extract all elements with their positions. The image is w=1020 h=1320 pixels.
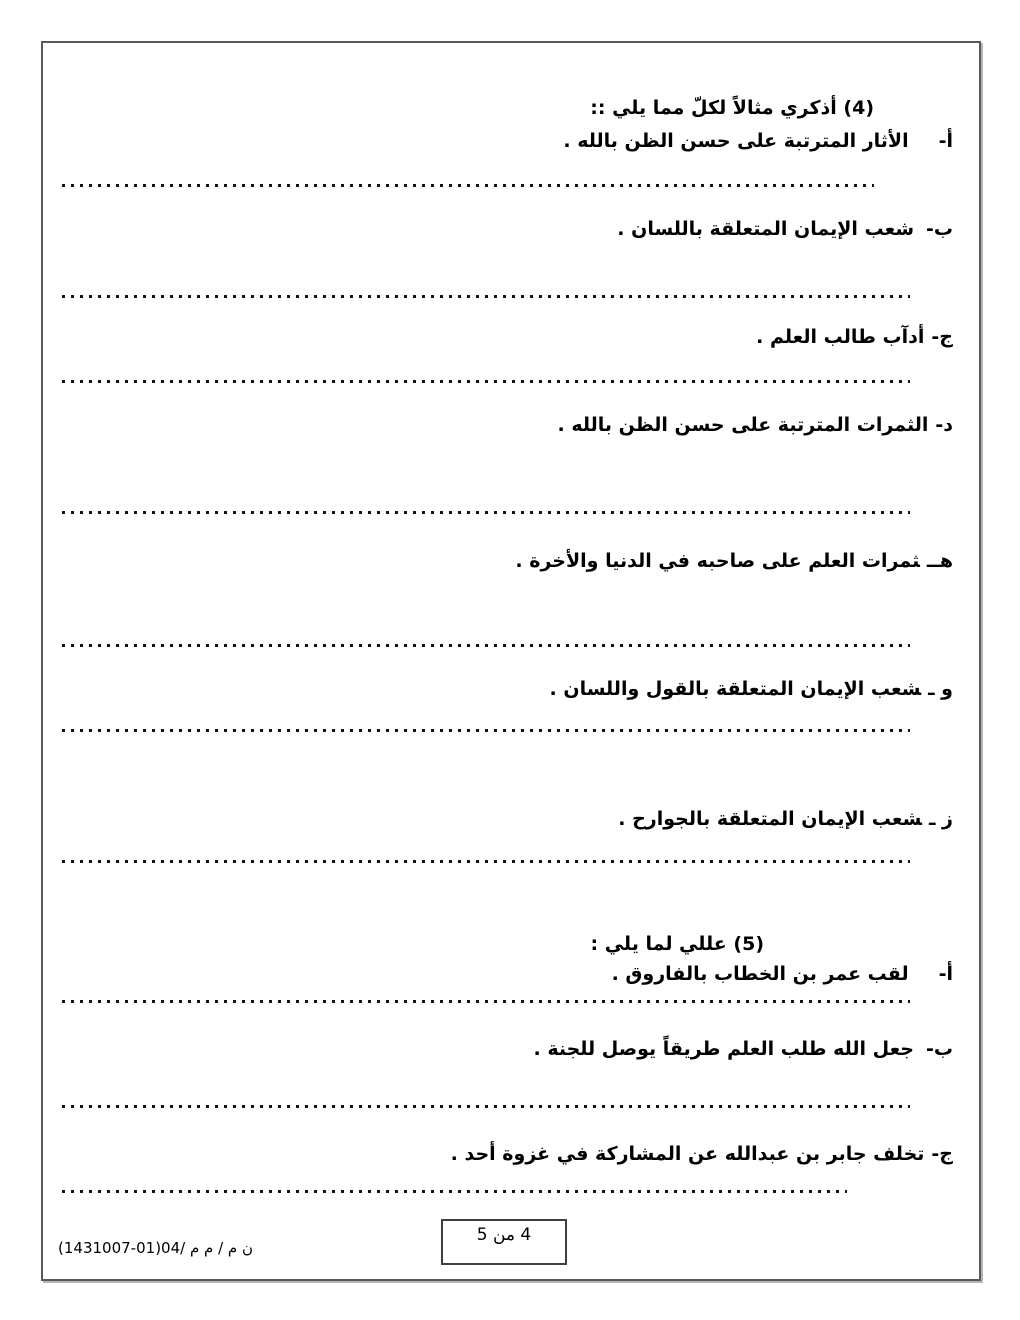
document-code: ن م / م م /04(01-1431007)	[58, 1239, 253, 1257]
q4-item-b-text: شعب الإيمان المتعلقة باللسان .	[617, 218, 915, 240]
q4-item-h-marker: هــ	[926, 550, 953, 572]
answer-dotted-line	[62, 295, 910, 298]
q4-item-b	[617, 216, 953, 242]
q5-item-a	[612, 961, 953, 987]
answer-dotted-line	[62, 729, 910, 732]
question-5-title: (5) عللي لما يلي :	[590, 933, 764, 955]
q4-item-a-marker: أ-	[938, 130, 953, 152]
q5-item-a-marker: أ-	[938, 963, 953, 985]
q4-item-z-marker: ز ـ	[928, 808, 953, 830]
q4-item-c-text: أدآب طالب العلم .	[756, 326, 925, 348]
answer-dotted-line	[62, 380, 910, 383]
q5-item-a-text: لقب عمر بن الخطاب بالفاروق .	[611, 963, 909, 985]
question-4-title: (4) أذكري مثالاً لكلّ مما يلي ::	[590, 97, 874, 119]
answer-dotted-line	[62, 860, 910, 863]
q5-item-c-text: تخلف جابر بن عبدالله عن المشاركة في غزوة أحد .	[450, 1143, 925, 1165]
q4-item-b-marker: ب-	[926, 218, 953, 240]
q4-item-a	[563, 128, 953, 154]
q5-item-c	[451, 1141, 953, 1167]
q4-item-z-text: شعب الإيمان المتعلقة بالجوارح .	[618, 808, 922, 830]
answer-dotted-line	[62, 644, 910, 647]
q5-item-b-marker: ب-	[926, 1038, 953, 1060]
q4-item-w-marker: و ـ	[928, 678, 953, 700]
q5-item-c-marker: ج-	[931, 1143, 953, 1165]
answer-dotted-line	[62, 1000, 910, 1003]
answer-dotted-line	[62, 1190, 847, 1193]
answer-dotted-line	[62, 511, 910, 514]
q4-item-d-text: الثمرات المترتبة على حسن الظن بالله .	[557, 414, 929, 436]
q4-item-d-marker: د-	[935, 414, 953, 436]
q4-item-w	[550, 676, 953, 702]
q4-item-z	[618, 806, 953, 832]
q4-item-h	[515, 548, 953, 574]
answer-dotted-line	[62, 184, 874, 187]
page-number-box: 4 من 5	[441, 1219, 567, 1265]
q4-item-c-marker: ج-	[931, 326, 953, 348]
q4-item-h-text: ثمرات العلم على صاحبه في الدنيا والأخرة .	[515, 550, 920, 572]
q4-item-a-text: الأثار المترتبة على حسن الظن بالله .	[563, 130, 909, 152]
worksheet-page	[41, 41, 981, 1281]
q4-item-c	[756, 324, 953, 350]
q4-item-d	[557, 412, 953, 438]
q5-item-b-text: جعل الله طلب العلم طريقاً يوصل للجنة .	[533, 1038, 915, 1060]
q5-item-b	[534, 1036, 954, 1062]
answer-dotted-line	[62, 1105, 910, 1108]
q4-item-w-text: شعب الإيمان المتعلقة بالقول واللسان .	[549, 678, 922, 700]
